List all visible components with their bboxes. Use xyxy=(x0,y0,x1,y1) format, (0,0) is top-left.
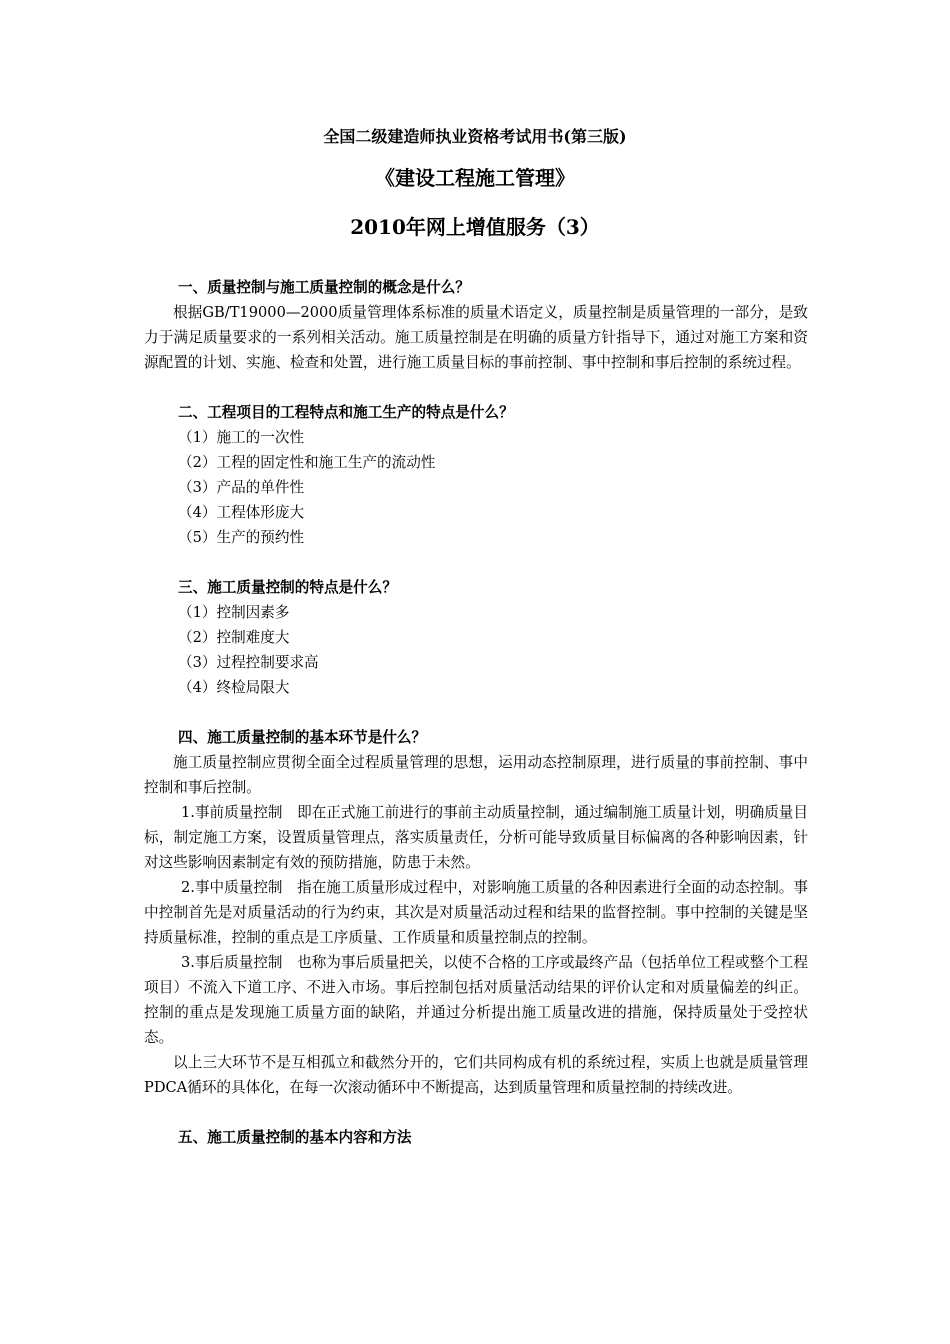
section-3-item: （1）控制因素多 xyxy=(178,604,290,621)
section-1-paragraph: 根据GB/T19000—2000质量管理体系标准的质量术语定义，质量控制是质量管理的一部分，是致力于满足质量要求的一系列相关活动。施工质量控制是在明确的质量方针指导下，通过对施工方案和资源配置的计划、实施、检查和处置，进行施工质量目标的事前控制、事中控制和事后控制的系统过程。 xyxy=(144,304,808,371)
document-series-title: 全国二级建造师执业资格考试用书(第三版) xyxy=(323,127,627,146)
section-3-item: （4）终检局限大 xyxy=(178,679,290,696)
section-3-heading: 三、施工质量控制的特点是什么？ xyxy=(178,579,397,596)
section-2-item: （5）生产的预约性 xyxy=(178,529,305,546)
section-3-item: （3）过程控制要求高 xyxy=(178,654,319,671)
section-5-heading: 五、施工质量控制的基本内容和方法 xyxy=(178,1129,412,1146)
section-4-in-process-control: 2.事中质量控制 指在施工质量形成过程中，对影响施工质量的各种因素进行全面的动态控制。事中控制首先是对质量活动的行为约束，其次是对质量活动过程和结果的监督控制。事中控制的关键是坚持质量标准，控制的重点是工序质量、工作质量和质量控制点的控制。 xyxy=(144,879,808,946)
section-2-item: （3）产品的单件性 xyxy=(178,479,305,496)
section-4-summary: 以上三大环节不是互相孤立和截然分开的，它们共同构成有机的系统过程，实质上也就是质量管理PDCA循环的具体化，在每一次滚动循环中不断提高，达到质量管理和质量控制的持续改进。 xyxy=(144,1054,808,1096)
document-subtitle: 2010年网上增值服务（3） xyxy=(350,215,600,239)
section-1-heading: 一、质量控制与施工质量控制的概念是什么？ xyxy=(178,279,470,296)
section-2-heading: 二、工程项目的工程特点和施工生产的特点是什么？ xyxy=(178,404,514,421)
section-4-post-control: 3.事后质量控制 也称为事后质量把关，以使不合格的工序或最终产品（包括单位工程或整个工程项目）不流入下道工序、不进入市场。事后控制包括对质量活动结果的评价认定和对质量偏差的纠正。控制的重点是发现施工质量方面的缺陷，并通过分析提出施工质量改进的措施，保持质量处于受控状态。 xyxy=(144,954,808,1046)
section-2-item: （1）施工的一次性 xyxy=(178,429,305,446)
section-4-heading: 四、施工质量控制的基本环节是什么？ xyxy=(178,729,427,746)
document-body xyxy=(144,275,808,1150)
document-book-title: 《建设工程施工管理》 xyxy=(375,166,575,190)
section-2-item: （4）工程体形庞大 xyxy=(178,504,305,521)
section-4-intro: 施工质量控制应贯彻全面全过程质量管理的思想，运用动态控制原理，进行质量的事前控制、事中控制和事后控制。 xyxy=(144,754,808,796)
section-3-item: （2）控制难度大 xyxy=(178,629,290,646)
section-4-pre-control: 1.事前质量控制 即在正式施工前进行的事前主动质量控制，通过编制施工质量计划，明确质量目标，制定施工方案，设置质量管理点，落实质量责任，分析可能导致质量目标偏离的各种影响因素，针对这些影响因素制定有效的预防措施，防患于未然。 xyxy=(144,804,808,871)
section-2-item: （2）工程的固定性和施工生产的流动性 xyxy=(178,454,436,471)
